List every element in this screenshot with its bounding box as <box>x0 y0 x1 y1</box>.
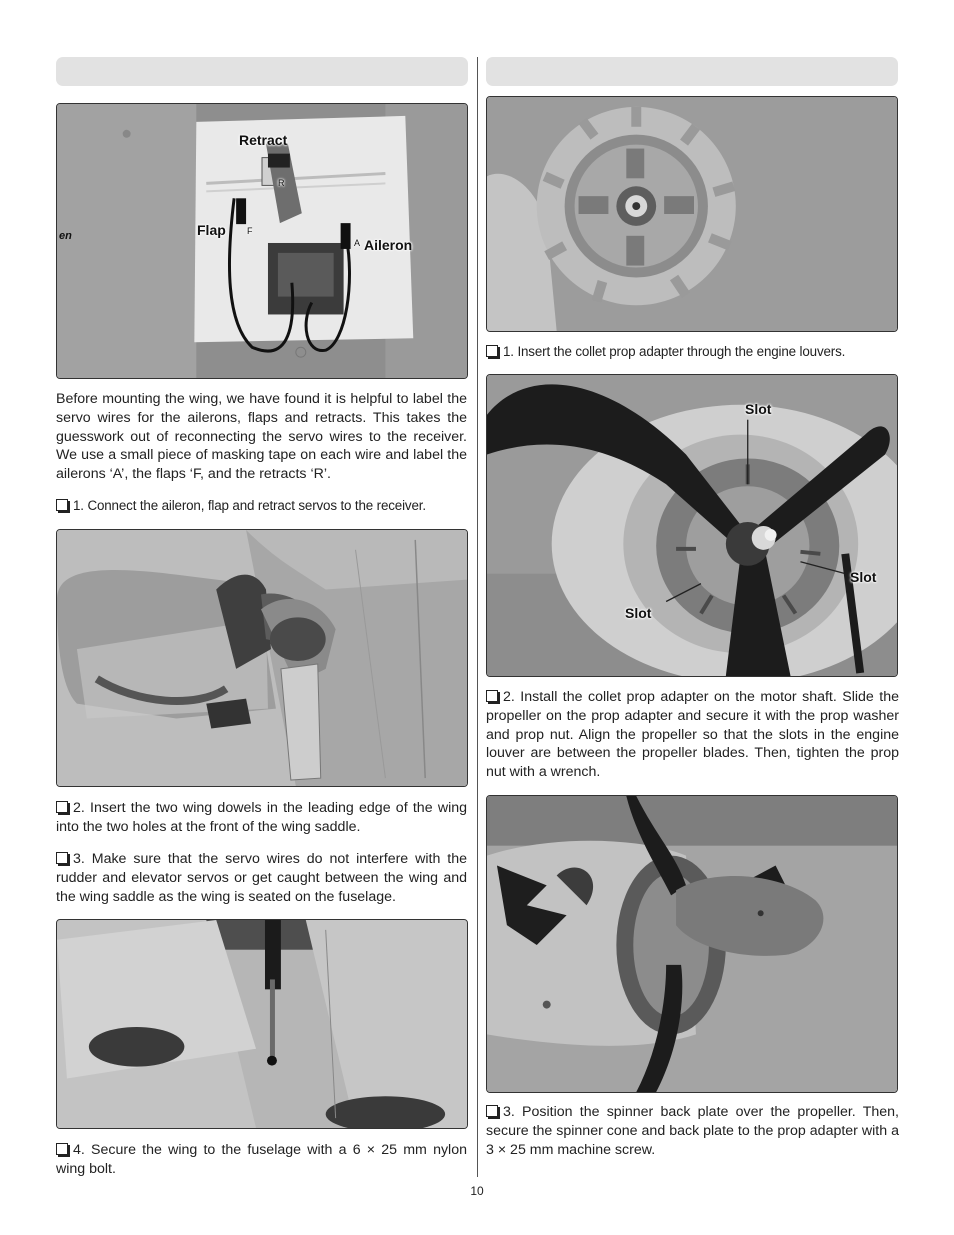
left-step-3 <box>56 850 467 906</box>
label-slot-right: Slot <box>850 569 877 585</box>
page-number: 10 <box>470 1184 484 1198</box>
label-tag-a: A <box>354 238 361 248</box>
right-section-header <box>486 57 898 86</box>
photo-spinner-mounted <box>486 795 898 1093</box>
photo-wing-fuselage <box>56 529 468 787</box>
left-step-2 <box>56 799 467 837</box>
label-aileron: Aileron <box>364 237 413 253</box>
photo-servo-wires-labeled <box>56 103 468 379</box>
label-slot-top: Slot <box>745 401 772 417</box>
right-step-2 <box>486 688 899 782</box>
checkbox-right-step-3[interactable] <box>486 1105 498 1117</box>
right-step-3 <box>486 1103 899 1159</box>
left-step-1-text: 1. Connect the aileron, flap and retract servos to the receiver. <box>73 498 426 513</box>
label-flap: Flap <box>197 222 226 238</box>
checkbox-right-step-1[interactable] <box>486 345 498 357</box>
photo-propeller-slots <box>486 374 898 677</box>
checkbox-right-step-2[interactable] <box>486 690 498 702</box>
checkbox-left-step-4[interactable] <box>56 1143 68 1155</box>
label-tag-r: R <box>278 178 285 188</box>
checkbox-left-step-2[interactable] <box>56 801 68 813</box>
left-step-4-text: 4. Secure the wing to the fuselage with a 6 × 25 mm nylon wing bolt. <box>56 1142 467 1177</box>
photo-wing-bolt <box>56 919 468 1129</box>
label-wing-text: en <box>59 230 72 242</box>
right-step-3-text: 3. Position the spinner back plate over the propeller. Then, secure the spinner cone and back plate to the prop adapter with a 3 × 25 mm machine screw. <box>486 1104 899 1158</box>
left-step-1 <box>56 497 472 516</box>
column-divider <box>477 57 478 1177</box>
photo-collet-adapter <box>486 96 898 332</box>
checkbox-left-step-3[interactable] <box>56 852 68 864</box>
right-step-2-text: 2. Install the collet prop adapter on the motor shaft. Slide the propeller on the prop adapter and secure it with the prop washer and prop nut. Align the propeller so that the slots in the engine louver are between the propeller blades. Then, tighten the prop nut with a wrench. <box>486 689 899 781</box>
checkbox-left-step-1[interactable] <box>56 499 68 511</box>
left-section-header <box>56 57 468 86</box>
label-slot-left: Slot <box>625 605 652 621</box>
right-step-1-text: 1. Insert the collet prop adapter through the engine louvers. <box>503 344 846 359</box>
label-tag-f: F <box>247 226 253 236</box>
left-step-4 <box>56 1141 467 1179</box>
intro-paragraph: Before mounting the wing, we have found it is helpful to label the servo wires for the ailerons, flaps and retracts. This takes the guesswork out of reconnecting the servo wires to the receiver. We use a small piece of masking tape on each wire and label the ailerons ‘A’, the flaps ‘F, and the retracts ‘R’. <box>56 391 467 483</box>
left-step-2-text: 2. Insert the two wing dowels in the leading edge of the wing into the two holes at the front of the wing saddle. <box>56 800 467 835</box>
left-step-3-text: 3. Make sure that the servo wires do not interfere with the rudder and elevator servos or get caught between the wing and the wing saddle as the wing is seated on the fuselage. <box>56 851 467 905</box>
right-step-1 <box>486 343 906 362</box>
label-retract: Retract <box>239 132 288 148</box>
